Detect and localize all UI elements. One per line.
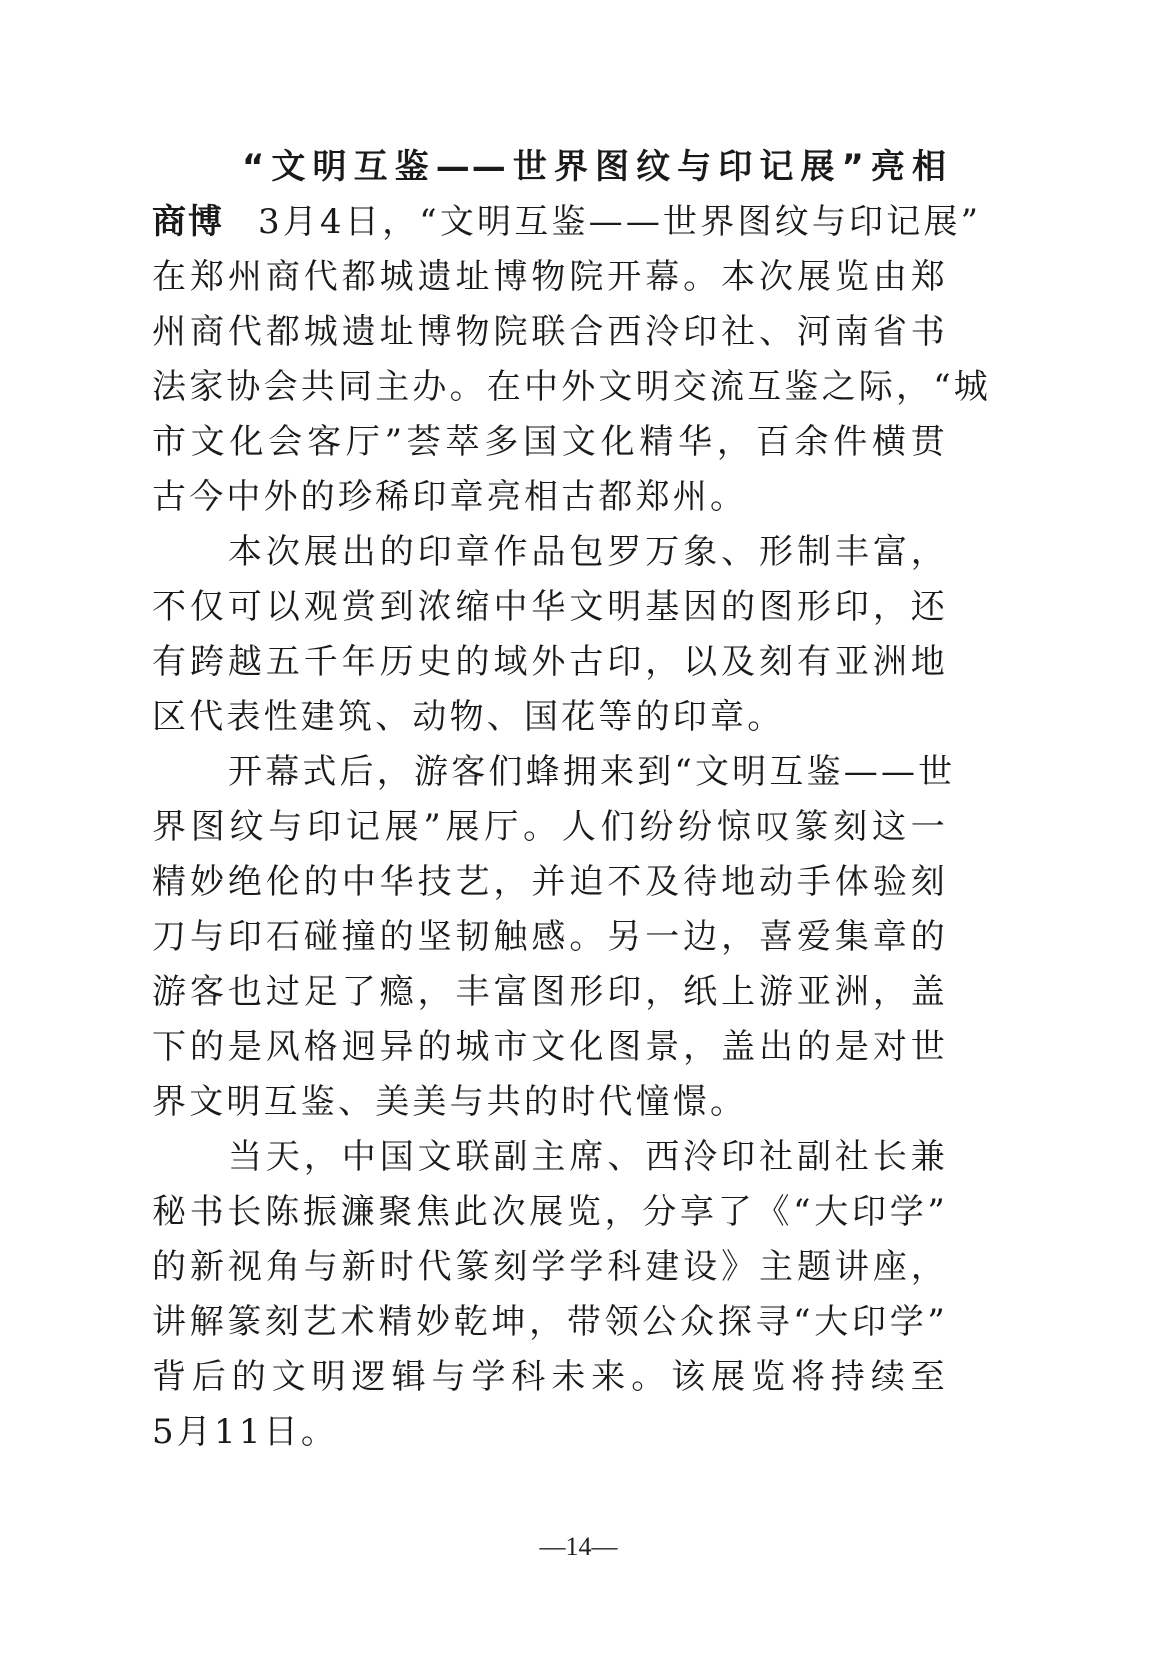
body-line: 下的是风格迥异的城市文化图景，盖出的是对世 — [152, 1027, 948, 1067]
body-line: 不仅可以观赏到浓缩中华文明基因的图形印，还 — [152, 587, 948, 627]
body-line: 州商代都城遗址博物院联合西泠印社、河南省书 — [152, 312, 948, 352]
paragraph-start: 开幕式后，游客们蜂拥来到“文明互鉴——世 — [228, 752, 956, 792]
body-line: 5月11日。 — [152, 1412, 339, 1452]
body-line: 3月4日，“文明互鉴——世界图纹与印记展” — [258, 202, 982, 242]
body-line: 古今中外的珍稀印章亮相古都郑州。 — [152, 477, 748, 517]
body-line: 讲解篆刻艺术精妙乾坤，带领公众探寻“大印学” — [152, 1302, 948, 1342]
page-number: —14— — [539, 1532, 618, 1561]
body-line: 在郑州商代都城遗址博物院开幕。本次展览由郑 — [152, 257, 948, 297]
document-page — [152, 140, 991, 1460]
body-line: 游客也过足了瘾，丰富图形印，纸上游亚洲，盖 — [152, 972, 948, 1012]
body-line: 有跨越五千年历史的域外古印，以及刻有亚洲地 — [152, 642, 948, 682]
headline-line-2: 商博 — [152, 202, 224, 242]
body-line: 界图纹与印记展”展厅。人们纷纷惊叹篆刻这一 — [152, 807, 948, 847]
headline-line-1: “文明互鉴——世界图纹与印记展”亮相 — [242, 147, 948, 187]
body-line: 区代表性建筑、动物、国花等的印章。 — [152, 697, 785, 737]
body-line: 市文化会客厅”荟萃多国文化精华，百余件横贯 — [152, 422, 948, 462]
lead-line — [152, 195, 982, 250]
body-line: 背后的文明逻辑与学科未来。该展览将持续至 — [152, 1357, 948, 1397]
body-line: 法家协会共同主办。在中外文明交流互鉴之际，“城 — [152, 367, 991, 407]
paragraph-start: 当天，中国文联副主席、西泠印社副社长兼 — [228, 1137, 948, 1177]
body-line: 界文明互鉴、美美与共的时代憧憬。 — [152, 1082, 748, 1122]
body-line: 的新视角与新时代篆刻学学科建设》主题讲座， — [152, 1247, 948, 1287]
body-line: 精妙绝伦的中华技艺，并迫不及待地动手体验刻 — [152, 862, 948, 902]
body-line: 秘书长陈振濂聚焦此次展览，分享了《“大印学” — [152, 1192, 948, 1232]
paragraph-start: 本次展出的印章作品包罗万象、形制丰富， — [228, 532, 948, 572]
body-line: 刀与印石碰撞的坚韧触感。另一边，喜爱集章的 — [152, 917, 948, 957]
